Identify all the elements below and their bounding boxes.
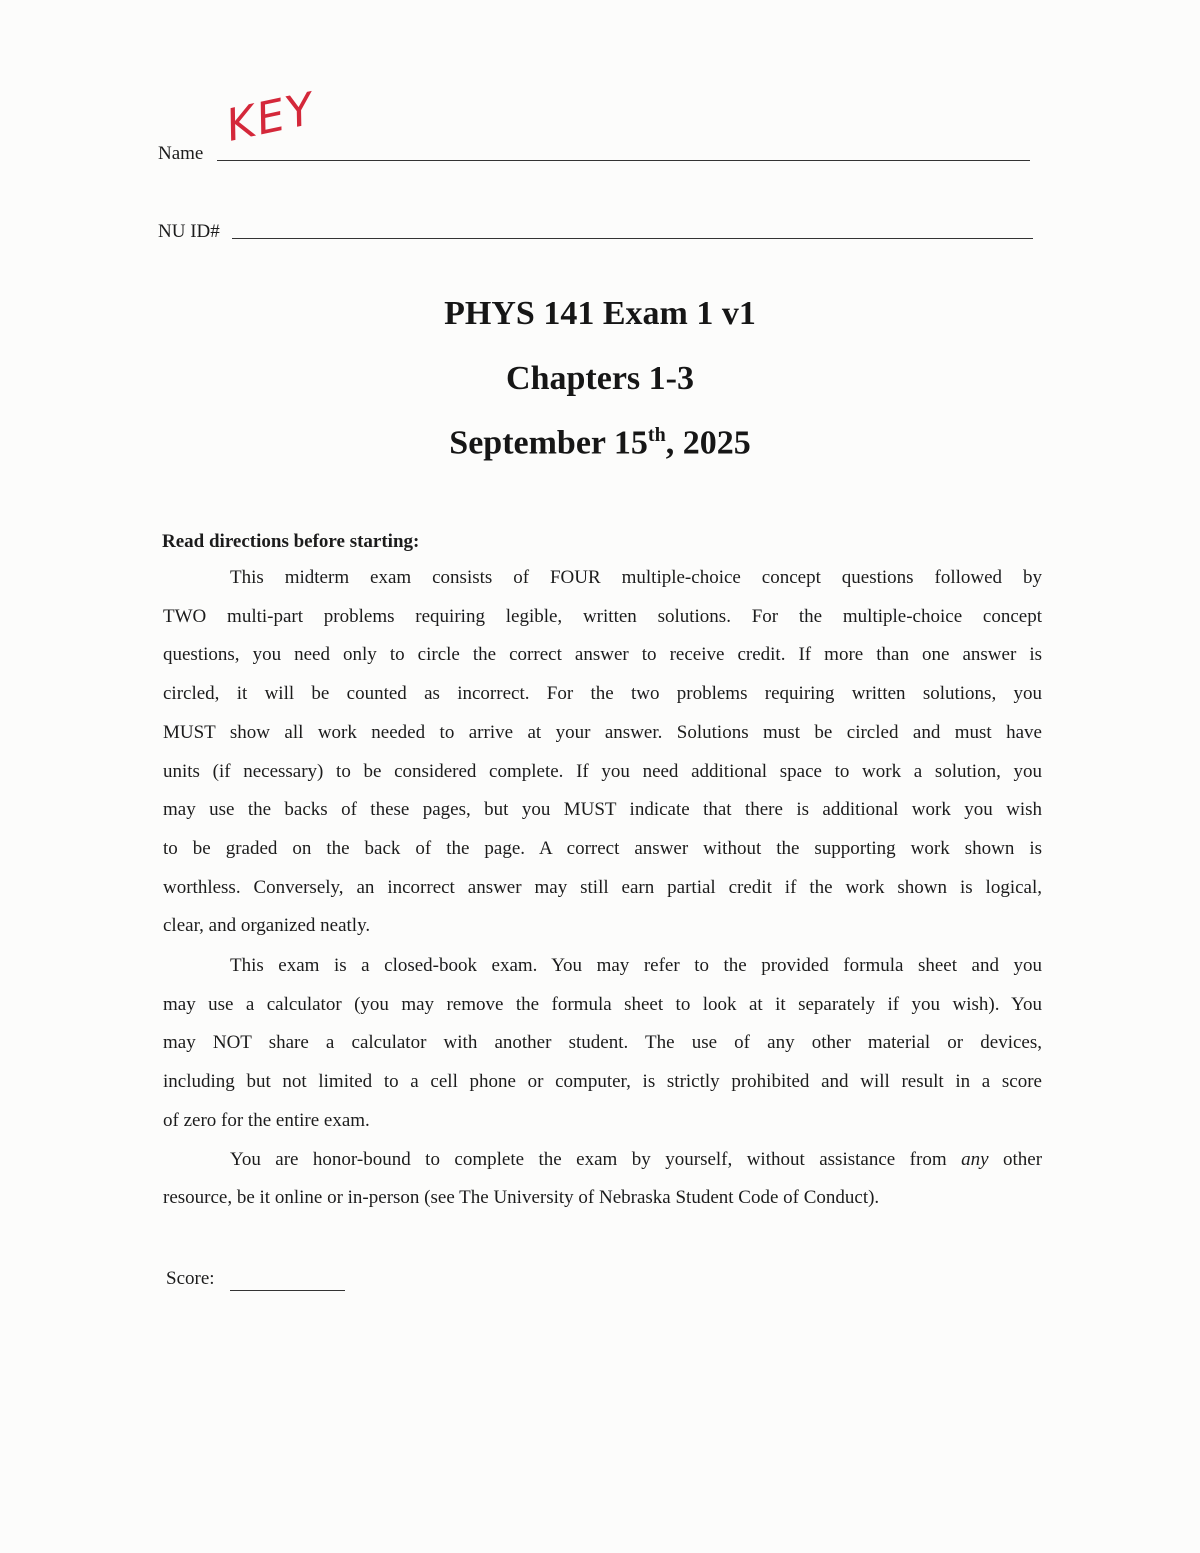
- directions-p2-line: may NOT share a calculator with another student. The use of any other material or devices,: [163, 1032, 1042, 1054]
- directions-p2-line: may use a calculator (you may remove the formula sheet to look at it separately if you wish). You: [163, 993, 1042, 1015]
- exam-chapters: Chapters 1-3: [506, 360, 694, 397]
- directions-p1-line: worthless. Conversely, an incorrect answer may still earn partial credit if the work shown is logical,: [163, 876, 1042, 898]
- directions-p1-line: units (if necessary) to be considered complete. If you need additional space to work a solution, you: [163, 760, 1042, 782]
- name-label: Name: [158, 143, 204, 164]
- id-label: NU ID#: [158, 221, 220, 242]
- name-handwritten-key: KEY: [221, 83, 320, 152]
- name-field[interactable]: [217, 160, 1030, 161]
- score-label: Score:: [166, 1268, 215, 1289]
- directions-p1-line: clear, and organized neatly.: [163, 915, 371, 937]
- honor-text: You are honor-bound to complete the exam by yourself, without assistance from: [230, 1149, 947, 1170]
- score-field[interactable]: [230, 1290, 345, 1291]
- directions-p2-line: of zero for the entire exam.: [163, 1109, 370, 1131]
- directions-p2-line: This exam is a closed-book exam. You may refer to the provided formula sheet and you: [230, 955, 1042, 976]
- directions-p1-line: This midterm exam consists of FOUR multiple-choice concept questions followed by: [230, 567, 1042, 588]
- directions-p1-line: TWO multi-part problems requiring legible, written solutions. For the multiple-choice concept: [163, 605, 1042, 627]
- directions-heading: Read directions before starting:: [162, 531, 420, 552]
- exam-date: [0, 424, 1200, 462]
- date-ordinal: th: [647, 424, 666, 446]
- directions-p1-line: circled, it will be counted as incorrect. For the two problems requiring written solutions, you: [163, 683, 1042, 705]
- directions-p2-line: including but not limited to a cell phone or computer, is strictly prohibited and will result in a score: [163, 1071, 1042, 1093]
- honor-line-2: resource, be it online or in-person (see The University of Nebraska Student Code of Conduct).: [163, 1187, 880, 1208]
- id-field[interactable]: [232, 238, 1033, 239]
- exam-title: PHYS 141 Exam 1 v1: [444, 295, 756, 332]
- honor-emphasis: any: [961, 1149, 989, 1170]
- date-year: , 2025: [665, 424, 751, 462]
- directions-p1-line: may use the backs of these pages, but you MUST indicate that there is additional work you wish: [163, 799, 1042, 821]
- directions-p1-line: to be graded on the back of the page. A correct answer without the supporting work shown is: [163, 837, 1042, 859]
- directions-p1-line: MUST show all work needed to arrive at your answer. Solutions must be circled and must have: [163, 721, 1042, 743]
- directions-p1-line: questions, you need only to circle the correct answer to receive credit. If more than one answer is: [163, 644, 1042, 666]
- date-text: September 15: [449, 424, 648, 462]
- honor-line-1: [230, 1148, 1042, 1172]
- honor-text-end: other: [1002, 1149, 1043, 1170]
